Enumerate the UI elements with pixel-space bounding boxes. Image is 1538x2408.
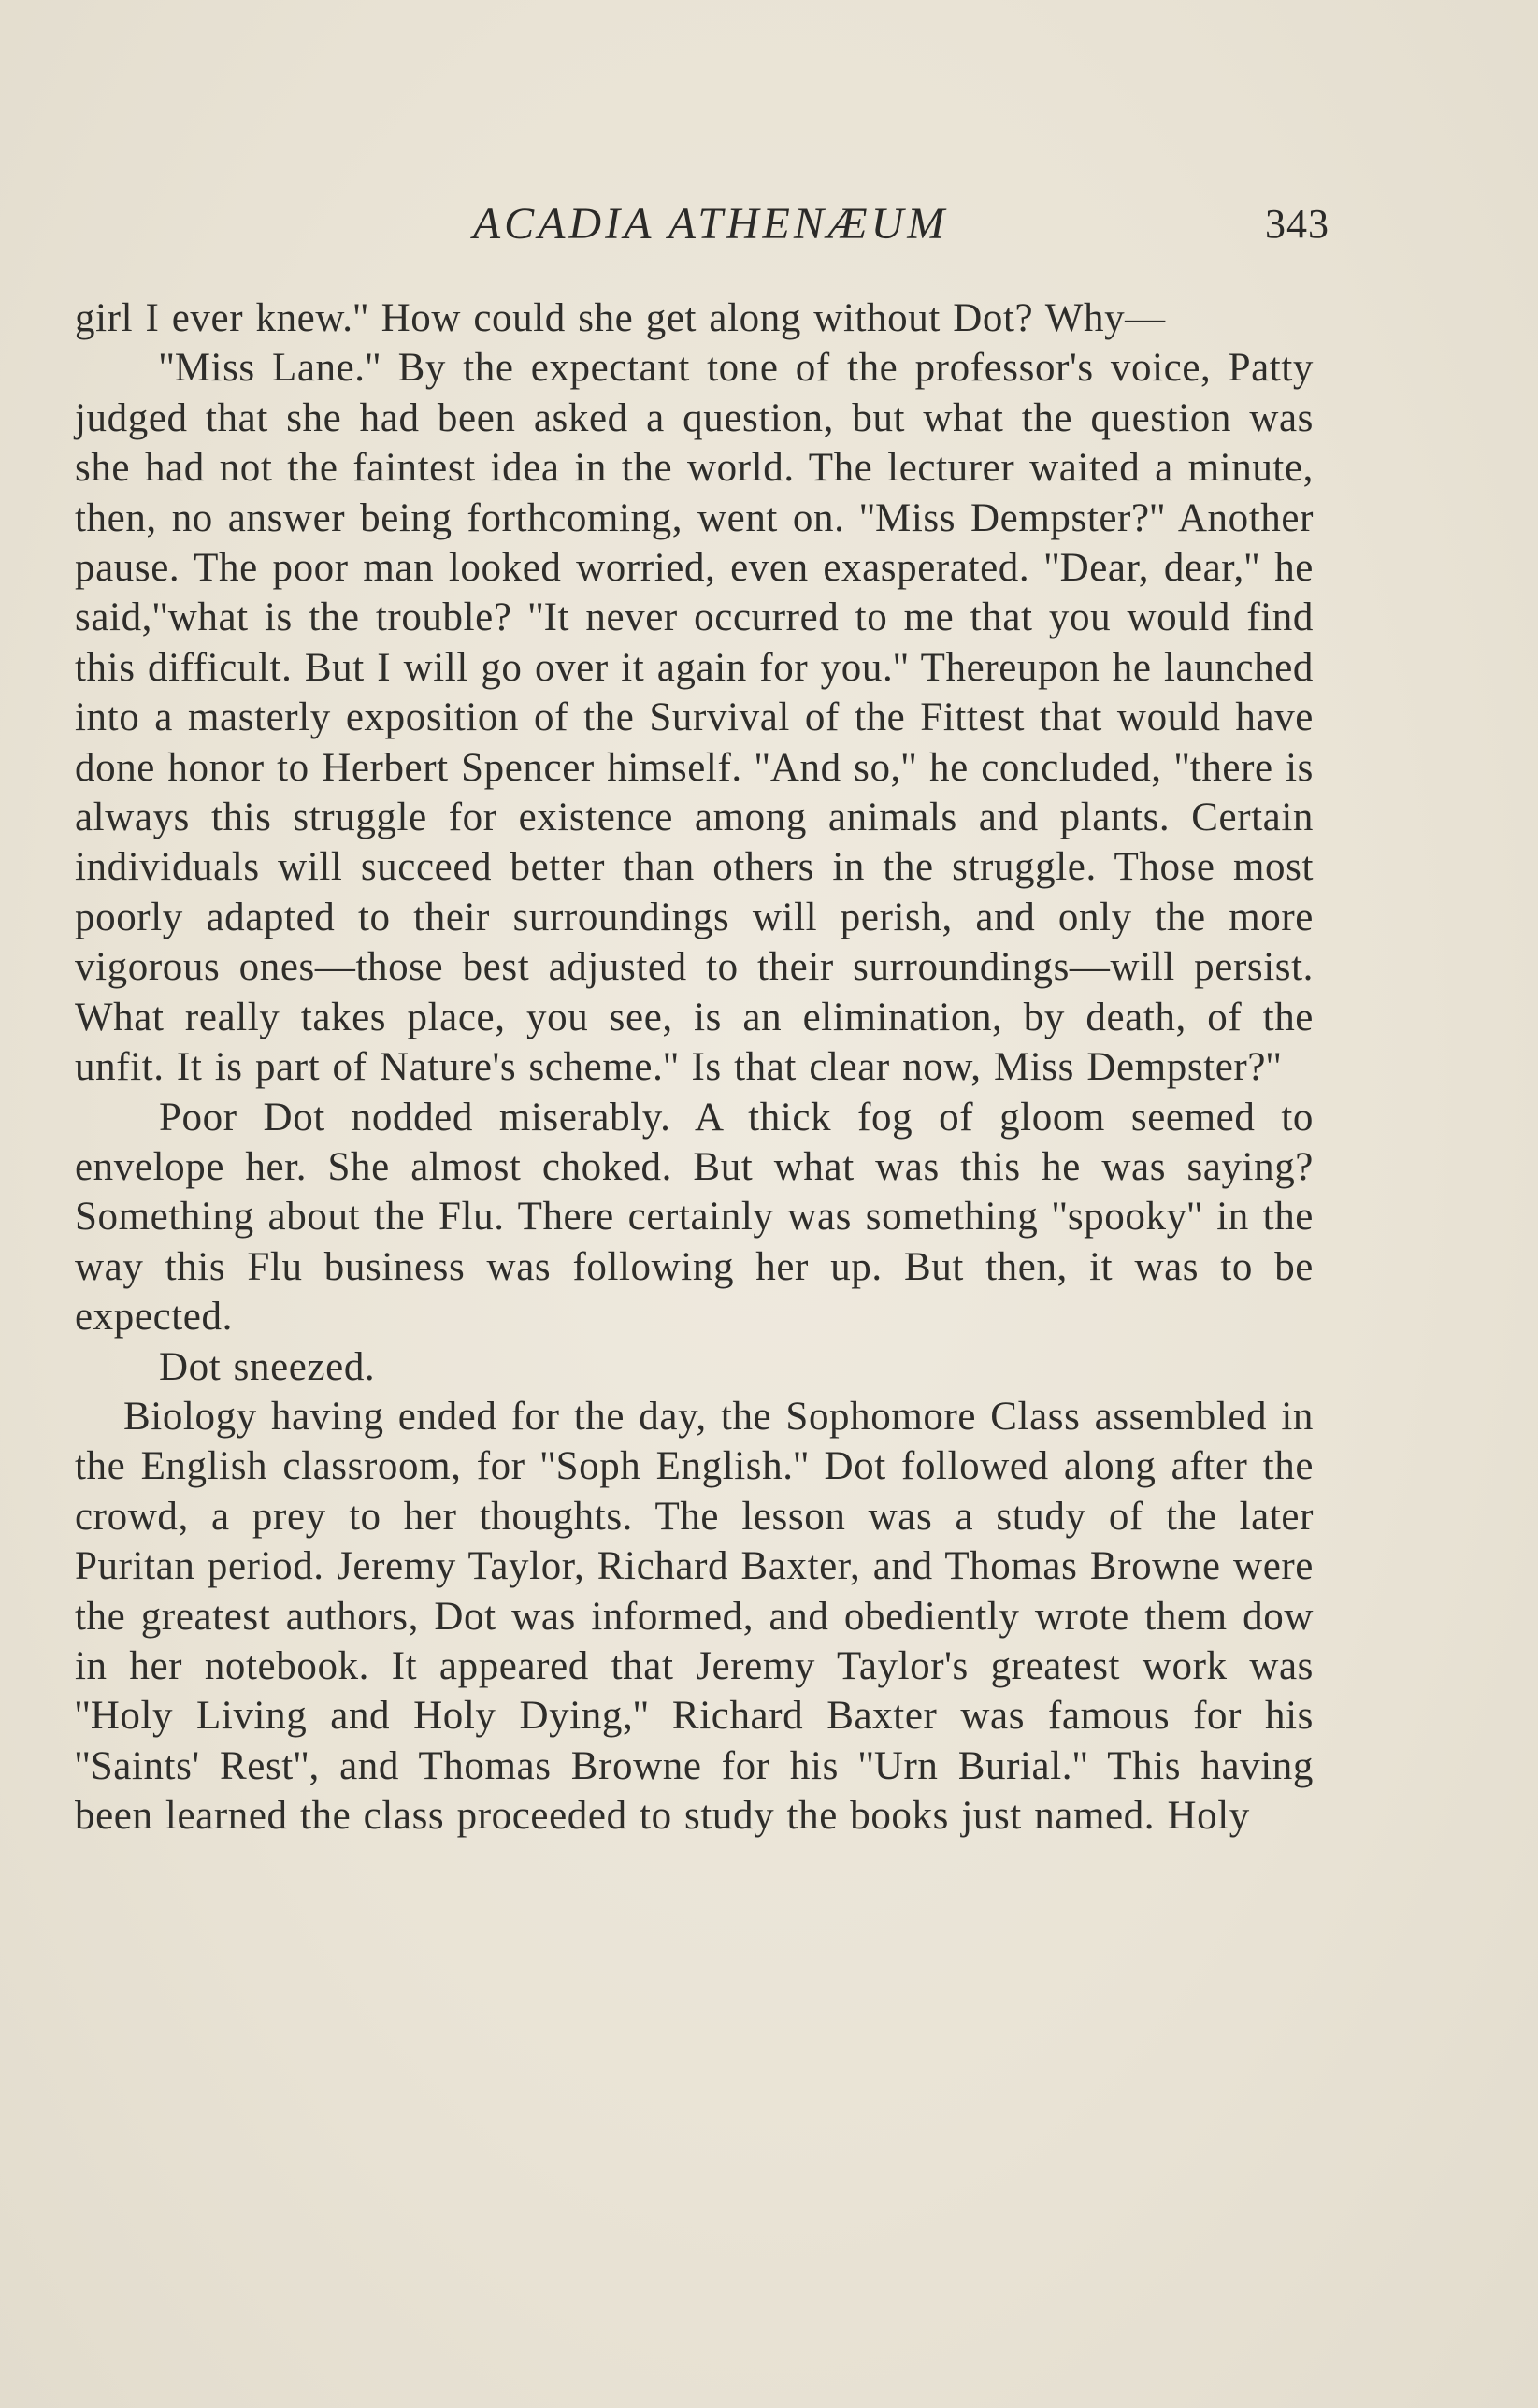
- paragraph-3: Poor Dot nodded miserably. A thick fog of gloom seemed to envelope her. She almost choked. But what was this he was saying? Something about the Flu. There certainly was something ''spooky'' in the way this Flu business was following her up. But then, it was to be expected.: [75, 1095, 1314, 1340]
- paragraph-5: Biology having ended for the day, the Sophomore Class assembled in the English classroom, for ''Soph English.'' Dot followed along after the crowd, a prey to her thoughts. The lesson was a study of the later Puritan period. Jeremy Taylor, Richard Baxter, and Thomas Browne were the greatest authors, Dot was informed, and obediently wrote them dow in her notebook. It appeared that Jeremy Taylor's greatest work was ''Holy Living and Holy Dying,'' Richard Baxter was famous for his ''Saints' Rest'', and Thomas Browne for his ''Urn Burial.'' This having been learned the class proceeded to study the books just named. Holy: [75, 1394, 1314, 1839]
- running-head: [75, 198, 1330, 254]
- page-number: 343: [1265, 201, 1330, 247]
- running-title: ACADIA ATHENÆUM: [472, 199, 949, 249]
- paragraph-4: Dot sneezed.: [159, 1344, 376, 1389]
- body-text: [75, 294, 1314, 1842]
- paragraph-1: girl I ever knew.'' How could she get along without Dot? Why—: [75, 296, 1166, 340]
- paragraph-2: ''Miss Lane.'' By the expectant tone of the professor's voice, Patty judged that she had been asked a question, but what the question was she had not the faintest idea in the world. The lecturer waited a minute, then, no answer being forthcoming, went on. ''Miss Dempster?'' Another pause. The poor man looked worried, even exasperated. ''Dear, dear,'' he said,''what is the trouble? ''It never occurred to me that you would find this difficult. But I will go over it again for you.'' Thereupon he launched into a masterly exposition of the Survival of the Fittest that would have done honor to Herbert Spencer himself. ''And so,'' he concluded, ''there is always this struggle for existence among animals and plants. Certain individuals will succeed better than others in the struggle. Those most poorly adapted to their surroundings will perish, and only the more vigorous ones—those best adjusted to their surroundings—will persist. What really takes place, you see, is an elimination, by death, of the unfit. It is part of Nature's scheme.'' Is that clear now, Miss Dempster?'': [75, 346, 1314, 1090]
